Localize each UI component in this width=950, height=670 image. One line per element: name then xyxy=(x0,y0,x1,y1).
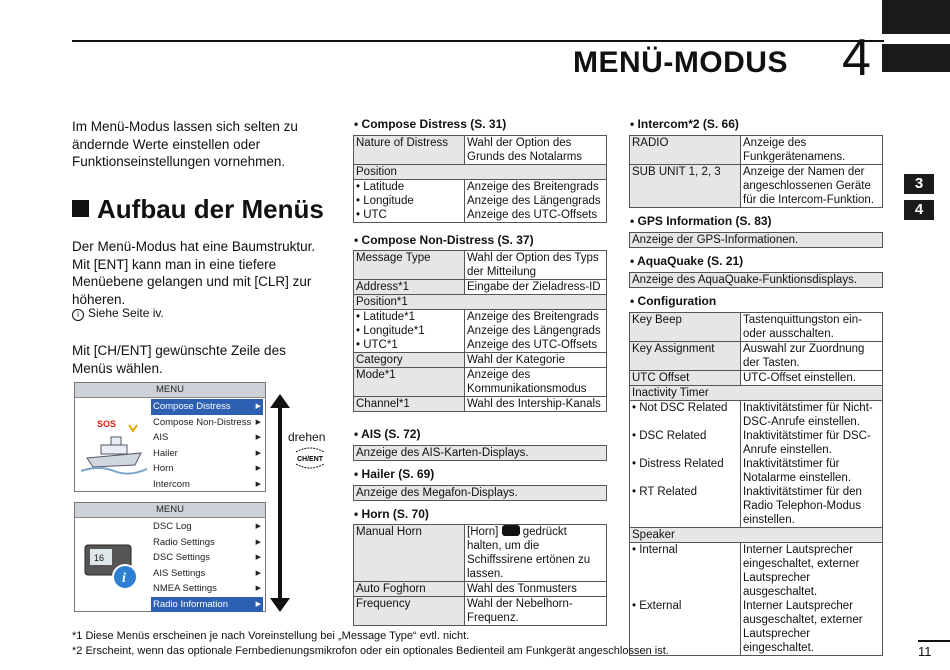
section-heading xyxy=(72,194,324,225)
section-gps-information: • GPS Information (S. 83) xyxy=(630,214,772,228)
menu-screen-2 xyxy=(74,502,266,612)
menu-screen-1 xyxy=(74,382,266,492)
footnote-2: *2 Erscheint, wenn das optionale Fernbedienungsmikrofon oder ein optionales Bedienteil am Funkgerät angeschlossen ist. xyxy=(72,645,669,657)
see-reference: i Siehe Seite iv. xyxy=(72,306,164,321)
svg-text:i: i xyxy=(122,571,126,586)
ais-description: Anzeige des AIS-Karten-Displays. xyxy=(353,445,607,461)
section-ais: • AIS (S. 72) xyxy=(354,427,421,441)
table-row: Address*1 Eingabe der Zieladress-ID xyxy=(354,280,607,295)
menu-item-intercom[interactable]: Intercom ▶ xyxy=(151,477,263,493)
section-horn: • Horn (S. 70) xyxy=(354,507,429,521)
section-aquaquake: • AquaQuake (S. 21) xyxy=(630,254,744,268)
table-row: Position xyxy=(354,165,607,180)
table-row: • Not DSC Related Inaktivitätstimer für Nicht-DSC-Anrufe einstellen. xyxy=(630,401,883,430)
menu-item-ais[interactable]: AIS ▶ xyxy=(151,430,263,446)
radio-device-image xyxy=(81,525,147,605)
table-configuration xyxy=(629,312,883,656)
menu-item-radio-information[interactable]: Radio Information ▶ xyxy=(151,597,263,613)
menu-item-compose-non-distress[interactable]: Compose Non-Distress ▶ xyxy=(151,415,263,431)
arrow-right-icon: ▶ xyxy=(255,585,261,592)
table-row: UTC Offset UTC-Offset einstellen. xyxy=(630,371,883,386)
section-heading-text: Aufbau der Menüs xyxy=(97,194,324,224)
rotate-label: drehen xyxy=(288,430,326,444)
rescue-boat-image xyxy=(79,403,149,485)
chapter-bar-bottom xyxy=(882,44,950,72)
table-compose-distress xyxy=(353,135,607,223)
menu-item-hailer[interactable]: Hailer ▶ xyxy=(151,446,263,462)
table-row: RADIO Anzeige des Funkgerätenamens. xyxy=(630,136,883,165)
menu-item-horn[interactable]: Horn ▶ xyxy=(151,461,263,477)
chapter-number: 4 xyxy=(842,29,871,87)
table-row: • Latitude*1 Anzeige des Breitengrads xyxy=(354,310,607,325)
select-instruction: Mit [CH/ENT] gewünschte Zeile des Menüs wählen. xyxy=(72,343,286,376)
table-row: Position*1 xyxy=(354,295,607,310)
table-compose-non-distress xyxy=(353,250,607,412)
sos-label: SOS xyxy=(97,419,117,429)
tree-description: Der Menü-Modus hat eine Baumstruktur. Mit [ENT] kann man in eine tiefere Menüebene gelangen und mit [CLR] zur höheren. xyxy=(72,239,316,307)
section-hailer: • Hailer (S. 69) xyxy=(354,467,435,481)
horn-key-icon xyxy=(502,525,520,536)
arrow-right-icon: ▶ xyxy=(255,418,261,426)
arrow-right-icon: ▶ xyxy=(255,434,261,441)
table-row: Category Wahl der Kategorie xyxy=(354,353,607,368)
arrow-right-icon: ▶ xyxy=(255,403,261,410)
chapter-bar-top xyxy=(882,0,950,34)
table-row: • External Interner Lautsprecher ausgeschaltet, externer Lautsprecher eingeschaltet. xyxy=(630,599,883,656)
section-intercom: • Intercom*2 (S. 66) xyxy=(630,117,739,131)
arrow-right-icon: ▶ xyxy=(255,480,261,488)
table-row: • Distress Related Inaktivitätstimer für Notalarme einstellen. xyxy=(630,457,883,485)
table-row: • DSC Related Inaktivitätstimer für DSC-Anrufe einstellen. xyxy=(630,429,883,457)
menu-item-dsc-settings[interactable]: DSC Settings ▶ xyxy=(151,550,263,566)
scroll-double-arrow-icon xyxy=(268,394,292,612)
header-rule xyxy=(72,40,884,42)
table-row: • Longitude Anzeige des Längengrads xyxy=(354,194,607,208)
arrow-right-icon: ▶ xyxy=(255,569,261,577)
info-icon: i xyxy=(72,309,84,321)
section-compose-non-distress: • Compose Non-Distress (S. 37) xyxy=(354,233,534,247)
arrow-right-icon: ▶ xyxy=(255,523,261,530)
page-number: 11 xyxy=(918,644,932,659)
screen-header: MENU xyxy=(75,503,265,518)
hailer-description: Anzeige des Megafon-Displays. xyxy=(353,485,607,501)
table-row: Inactivity Timer xyxy=(630,386,883,401)
intro-text: Im Menü-Modus lassen sich selten zu ändernde Werte einstellen oder Funktionseinstellungen vornehmen. xyxy=(72,119,298,169)
table-row: • UTC*1 Anzeige des UTC-Offsets xyxy=(354,338,607,353)
table-row: Mode*1 Anzeige des Kommunikationsmodus xyxy=(354,368,607,397)
menu-item-ais-settings[interactable]: AIS Settings ▶ xyxy=(151,566,263,582)
table-horn xyxy=(353,524,607,626)
arrow-right-icon: ▶ xyxy=(255,538,261,546)
knob-label: CH/ENT xyxy=(296,456,324,463)
channel-badge: 16 xyxy=(94,553,105,563)
table-row: Channel*1 Wahl des Intership-Kanals xyxy=(354,397,607,412)
table-row: Manual Horn [Horn] gedrückt halten, um die Schiffssirene ertönen zu lassen. xyxy=(354,525,607,582)
aquaquake-description: Anzeige des AquaQuake-Funktionsdisplays. xyxy=(629,272,883,288)
section-configuration: • Configuration xyxy=(630,294,717,308)
table-row: • Longitude*1 Anzeige des Längengrads xyxy=(354,324,607,338)
table-row: • Latitude Anzeige des Breitengrads xyxy=(354,180,607,195)
table-row: SUB UNIT 1, 2, 3 Anzeige der Namen der angeschlossenen Geräte für die Intercom-Funktion. xyxy=(630,165,883,208)
menu-item-dsc-log[interactable]: DSC Log ▶ xyxy=(151,519,263,535)
gps-description: Anzeige der GPS-Informationen. xyxy=(629,232,883,248)
table-row: • RT Related Inaktivitätstimer für den Radio Telephon-Modus einstellen. xyxy=(630,485,883,528)
arrow-right-icon: ▶ xyxy=(255,554,261,561)
footnote-1: *1 Diese Menüs erscheinen je nach Voreinstellung bei „Message Type“ evtl. nicht. xyxy=(72,630,470,642)
table-row: Key Assignment Auswahl zur Zuordnung der Tasten. xyxy=(630,342,883,371)
arrow-right-icon: ▶ xyxy=(255,465,261,472)
table-row: Key Beep Tastenquittungston ein- oder ausschalten. xyxy=(630,313,883,342)
table-row: Speaker xyxy=(630,528,883,543)
arrow-right-icon: ▶ xyxy=(255,600,261,608)
menu-item-radio-settings[interactable]: Radio Settings ▶ xyxy=(151,535,263,551)
menu-item-nmea-settings[interactable]: NMEA Settings ▶ xyxy=(151,581,263,597)
arrow-right-icon: ▶ xyxy=(255,449,261,457)
page-title: MENÜ-MODUS xyxy=(573,46,788,79)
table-row: Nature of Distress Wahl der Option des Grunds des Notalarms xyxy=(354,136,607,165)
table-intercom xyxy=(629,135,883,208)
screen-header: MENU xyxy=(75,383,265,398)
ch-ent-knob-icon xyxy=(292,446,328,470)
page-number-rule xyxy=(918,640,950,642)
side-tab-3[interactable]: 3 xyxy=(904,174,934,194)
heading-square-icon xyxy=(72,200,89,217)
side-tab-4[interactable]: 4 xyxy=(904,200,934,220)
section-compose-distress: • Compose Distress (S. 31) xyxy=(354,117,507,131)
table-row: Frequency Wahl der Nebelhorn-Frequenz. xyxy=(354,597,607,626)
table-row: Message Type Wahl der Option des Typs der Mitteilung xyxy=(354,251,607,280)
table-row: Auto Foghorn Wahl des Tonmusters xyxy=(354,582,607,597)
menu-item-compose-distress[interactable]: Compose Distress ▶ xyxy=(151,399,263,415)
table-row: • UTC Anzeige des UTC-Offsets xyxy=(354,208,607,223)
table-row: • Internal Interner Lautsprecher eingeschaltet, externer Lautsprecher ausgeschaltet. xyxy=(630,543,883,600)
